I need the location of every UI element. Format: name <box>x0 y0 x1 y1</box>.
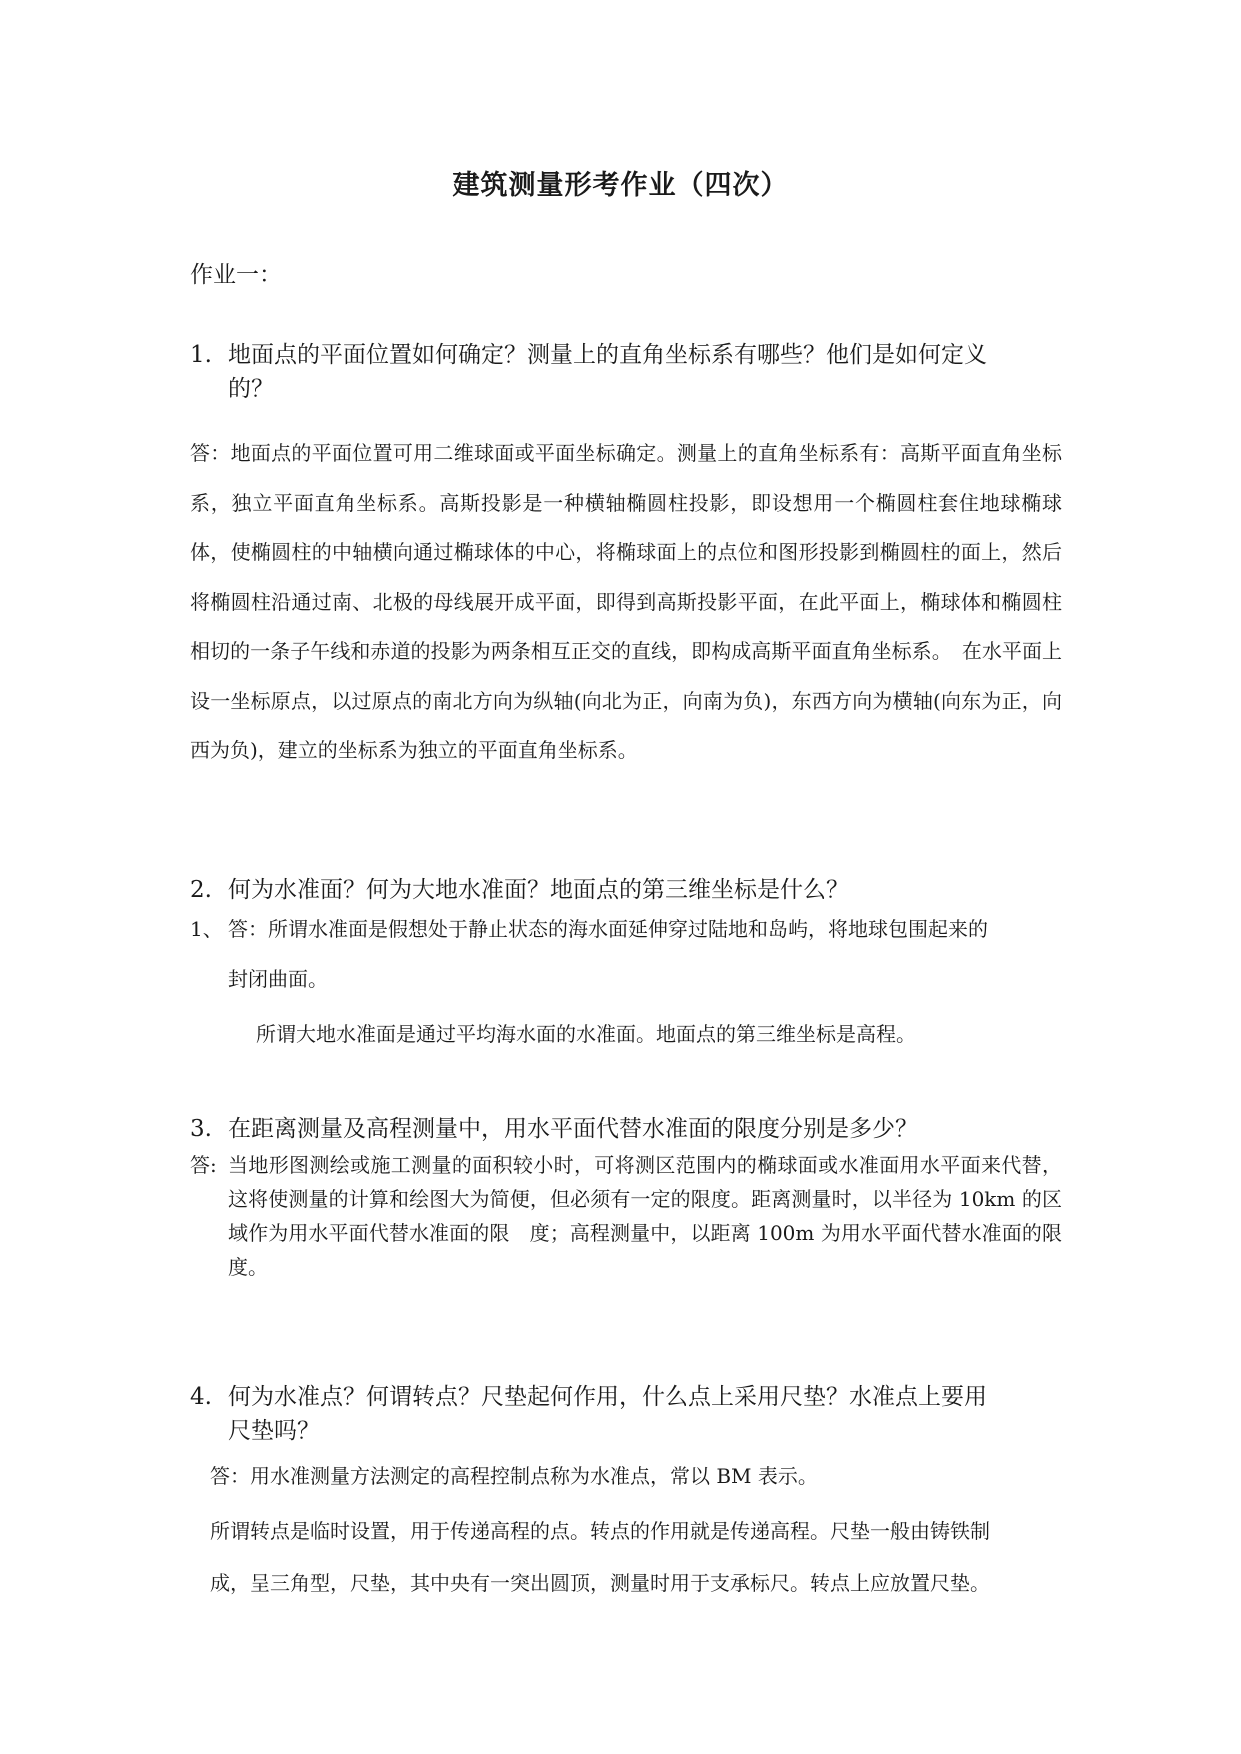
question-4-text-line1: 何为水准点？何谓转点？尺垫起何作用，什么点上采用尺垫？水准点上要用 <box>228 1384 987 1410</box>
question-3-number: 3. <box>190 1116 212 1142</box>
answer-4-line2: 所谓转点是临时设置，用于传递高程的点。转点的作用就是传递高程。尺垫一般由铸铁制 <box>210 1519 990 1543</box>
document-title: 建筑测量形考作业（四次） <box>452 170 789 201</box>
question-2-number: 2. <box>190 877 212 903</box>
question-3 <box>190 1112 1062 1146</box>
answer-3 <box>190 1148 1062 1284</box>
question-1 <box>190 338 1062 406</box>
answer-1: 答：地面点的平面位置可用二维球面或平面坐标确定。测量上的直角坐标系有：高斯平面直角坐标系，独立平面直角坐标系。高斯投影是一种横轴椭圆柱投影，即设想用一个椭圆柱套住地球椭球体，使椭圆柱的中轴横向通过椭球体的中心，将椭球面上的点位和图形投影到椭圆柱的面上，然后将椭圆柱沿通过南、北极的母线展开成平面，即得到高斯投影平面，在此平面上，椭球体和椭圆柱相切的一条子午线和赤道的投影为两条相互正交的直线，即构成高斯平面直角坐标系。 在水平面上设一坐标原点，以过原点的南北方向为纵轴(向北为正，向南为负)，东西方向为横轴(向东为正，向西为负)，建立的坐标系为独立的平面直角坐标系。 <box>190 441 1062 762</box>
answer-2-line2: 封闭曲面。 <box>228 967 328 991</box>
answer-4-line3: 成，呈三角型，尺垫，其中央有一突出圆顶，测量时用于支承标尺。转点上应放置尺垫。 <box>210 1571 990 1595</box>
section-label: 作业一： <box>190 262 282 288</box>
answer-3-prefix: 答: <box>190 1153 217 1177</box>
question-2-text: 何为水准面？何为大地水准面？地面点的第三维坐标是什么？ <box>228 877 849 903</box>
answer-2-marker: 1、 <box>190 917 223 941</box>
question-4 <box>190 1380 1062 1448</box>
answer-2-line1: 答：所谓水准面是假想处于静止状态的海水面延伸穿过陆地和岛屿，将地球包围起来的 <box>228 917 988 941</box>
answer-3-body: 当地形图测绘或施工测量的面积较小时，可将测区范围内的椭球面或水准面用水平面来代替，这将使测量的计算和绘图大为简便，但必须有一定的限度。距离测量时，以半径为 10km 的区域作为用水平面代替水准面的限 度；高程测量中，以距离 100m 为用水平面代替水准面的限度。 <box>228 1153 1062 1279</box>
question-4-number: 4. <box>190 1384 212 1410</box>
question-1-text-line1: 地面点的平面位置如何确定？测量上的直角坐标系有哪些？他们是如何定义 <box>228 342 987 368</box>
question-1-number: 1. <box>190 342 212 368</box>
question-3-text: 在距离测量及高程测量中，用水平面代替水准面的限度分别是多少？ <box>228 1116 918 1142</box>
question-1-text-line2: 的？ <box>228 376 274 402</box>
answer-2-line3: 所谓大地水准面是通过平均海水面的水准面。地面点的第三维坐标是高程。 <box>256 1022 916 1046</box>
answer-2-line1-row <box>190 913 1062 953</box>
question-2 <box>190 873 1062 907</box>
question-4-text-line2: 尺垫吗？ <box>228 1418 320 1444</box>
answer-4-line1: 答：用水准测量方法测定的高程控制点称为水准点，常以 BM 表示。 <box>210 1464 818 1488</box>
